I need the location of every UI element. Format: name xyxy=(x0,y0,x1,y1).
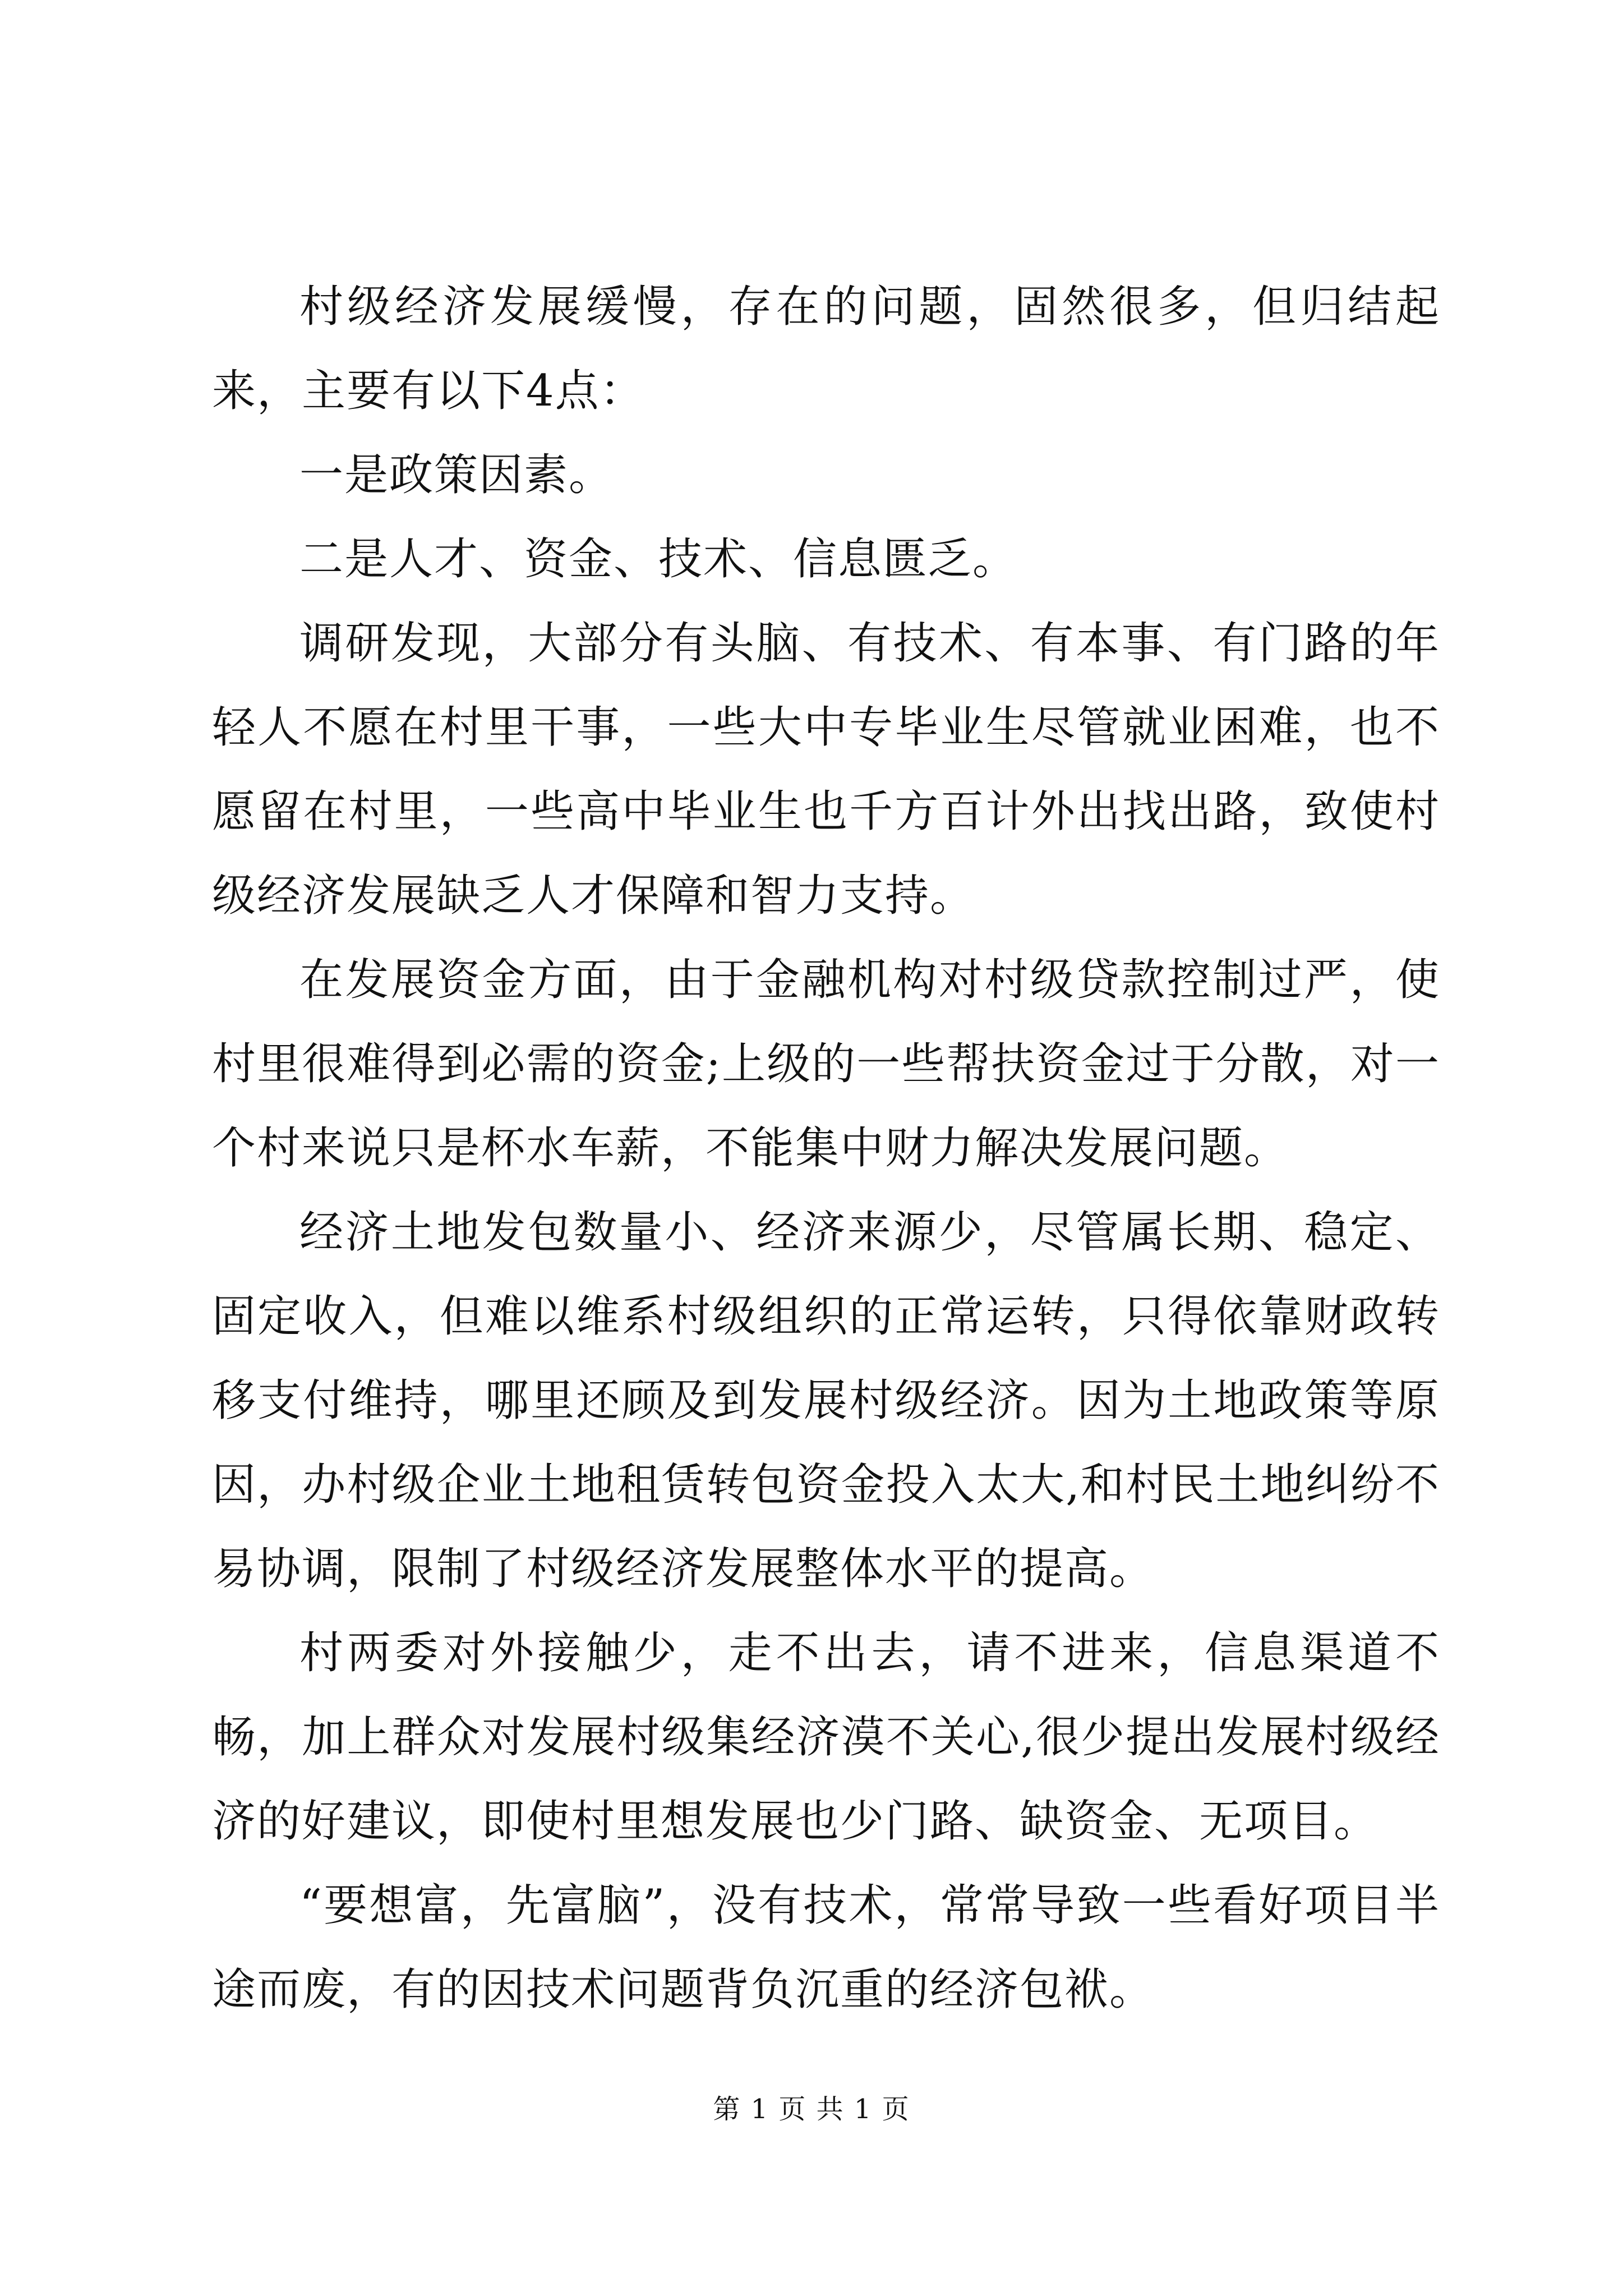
paragraph-intro: 村级经济发展缓慢，存在的问题，固然很多，但归结起来，主要有以下4点： xyxy=(212,282,1440,416)
paragraph-land: 经济土地发包数量小、经济来源少，尽管属长期、稳定、固定收入，但难以维系村级组织的正常运转，只得依靠财政转移支付维持，哪里还顾及到发展村级经济。因为土地政策等原因，办村级企业土地租赁转包资金投入太大,和村民土地纠纷不易协调，限制了村级经济发展整体水平的提高。 xyxy=(212,1207,1440,1594)
paragraph-resource-shortage: 二是人才、资金、技术、信息匮乏。 xyxy=(299,534,1018,585)
page-number-footer: 第 1 页 共 1 页 xyxy=(713,2093,910,2125)
paragraph-funding: 在发展资金方面，由于金融机构对村级贷款控制过严，使村里很难得到必需的资金;上级的一些帮扶资金过于分散，对一个村来说只是杯水车薪，不能集中财力解决发展问题。 xyxy=(212,955,1440,1174)
paragraph-information: 村两委对外接触少，走不出去，请不进来，信息渠道不畅，加上群众对发展村级集经济漠不关心,很少提出发展村级经济的好建议，即使村里想发展也少门路、缺资金、无项目。 xyxy=(212,1628,1440,1847)
document-body xyxy=(212,265,1440,2032)
paragraph-policy-factor: 一是政策因素。 xyxy=(299,450,614,500)
paragraph-talent: 调研发现，大部分有头脑、有技术、有本事、有门路的年轻人不愿在村里干事，一些大中专毕业生尽管就业困难，也不愿留在村里，一些高中毕业生也千方百计外出找出路，致使村级经济发展缺乏人才保障和智力支持。 xyxy=(212,618,1440,921)
paragraph-technology: “要想富，先富脑”，没有技术，常常导致一些看好项目半途而废，有的因技术问题背负沉重的经济包袱。 xyxy=(212,1880,1440,2015)
